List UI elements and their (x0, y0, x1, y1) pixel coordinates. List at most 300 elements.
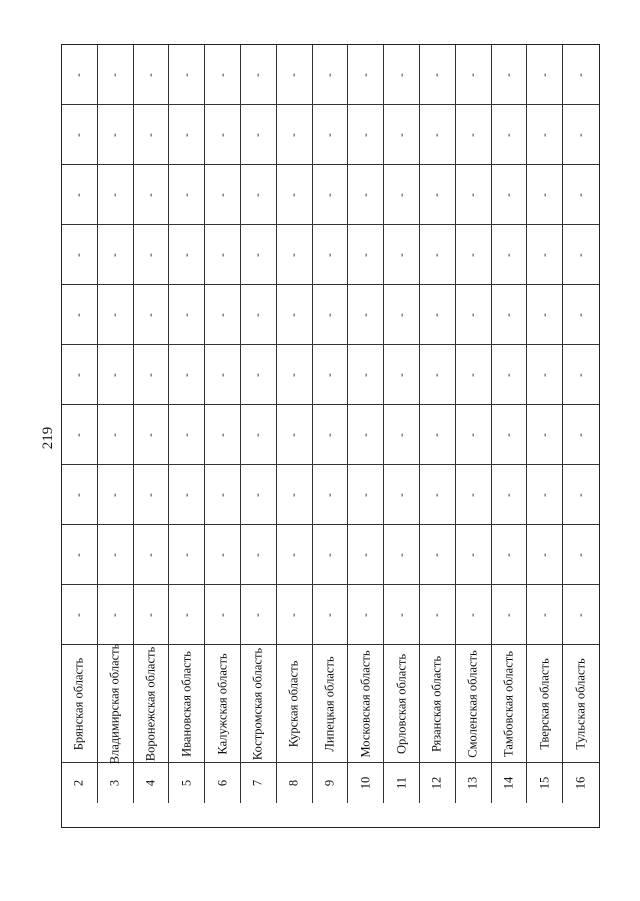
table-cell (384, 165, 420, 225)
row-number: 9 (322, 779, 337, 787)
row-number: 16 (573, 776, 588, 790)
cell-value: - (395, 192, 408, 197)
table-cell (527, 405, 563, 465)
cell-value: - (466, 132, 479, 137)
table-cell (563, 165, 599, 225)
row-number: 10 (358, 776, 373, 790)
table-cell (384, 345, 420, 405)
table-cell (313, 585, 349, 645)
row-number-cell (241, 763, 277, 803)
table-cell (313, 345, 349, 405)
cell-value: - (287, 612, 300, 617)
cell-value: - (216, 432, 229, 437)
cell-value: - (466, 372, 479, 377)
table-cell (134, 585, 170, 645)
table-cell (563, 405, 599, 465)
cell-value: - (430, 612, 443, 617)
cell-value: - (251, 552, 264, 557)
table-cell (563, 465, 599, 525)
cell-value: - (359, 432, 372, 437)
table-cell (492, 105, 528, 165)
cell-value: - (180, 252, 193, 257)
cell-value: - (72, 612, 85, 617)
region-name: Тульская область (573, 657, 588, 750)
row-number: 8 (286, 779, 301, 787)
table-cell (313, 105, 349, 165)
cell-value: - (359, 492, 372, 497)
table-cell (241, 585, 277, 645)
table-cell (134, 465, 170, 525)
table-cell (169, 405, 205, 465)
region-cell (241, 645, 277, 763)
table-cell (62, 345, 98, 405)
cell-value: - (574, 612, 587, 617)
cell-value: - (108, 552, 121, 557)
table-cell (277, 405, 313, 465)
cell-value: - (430, 252, 443, 257)
table-cell (420, 345, 456, 405)
cell-value: - (323, 192, 336, 197)
cell-value: - (72, 492, 85, 497)
table-cell (527, 525, 563, 585)
table-cell (492, 225, 528, 285)
cell-value: - (574, 252, 587, 257)
cell-value: - (395, 132, 408, 137)
table-cell (527, 345, 563, 405)
table-cell (563, 345, 599, 405)
table-cell (169, 165, 205, 225)
table-cell (456, 525, 492, 585)
row-number-cell (62, 763, 98, 803)
row-number-cell (277, 763, 313, 803)
cell-value: - (180, 432, 193, 437)
table-cell (241, 225, 277, 285)
cell-value: - (359, 372, 372, 377)
region-name: Брянская область (71, 657, 86, 750)
table-cell (205, 225, 241, 285)
cell-value: - (216, 492, 229, 497)
cell-value: - (395, 552, 408, 557)
cell-value: - (502, 372, 515, 377)
cell-value: - (108, 312, 121, 317)
cell-value: - (430, 552, 443, 557)
cell-value: - (538, 192, 551, 197)
region-name: Калужская область (215, 652, 230, 755)
cell-value: - (538, 312, 551, 317)
table-cell (492, 345, 528, 405)
row-number: 5 (179, 779, 194, 787)
cell-value: - (144, 372, 157, 377)
table-cell (527, 225, 563, 285)
region-name: Липецкая область (322, 655, 337, 752)
cell-value: - (251, 492, 264, 497)
table-cell (277, 165, 313, 225)
region-name: Тверская область (537, 657, 552, 750)
table-cell (62, 45, 98, 105)
row-number: 14 (501, 776, 516, 790)
region-cell (313, 645, 349, 763)
page-number: 219 (40, 426, 56, 450)
cell-value: - (538, 372, 551, 377)
row-number-cell (527, 763, 563, 803)
cell-value: - (180, 312, 193, 317)
table-cell (384, 585, 420, 645)
table-cell (205, 405, 241, 465)
cell-value: - (216, 252, 229, 257)
table-cell (169, 45, 205, 105)
table-cell (313, 225, 349, 285)
table-cell (456, 285, 492, 345)
region-name: Ивановская область (179, 650, 194, 757)
cell-value: - (502, 492, 515, 497)
table-cell (277, 45, 313, 105)
cell-value: - (72, 192, 85, 197)
cell-value: - (466, 192, 479, 197)
cell-value: - (430, 372, 443, 377)
table-cell (348, 405, 384, 465)
table-cell (98, 405, 134, 465)
table-cell (169, 225, 205, 285)
cell-value: - (251, 612, 264, 617)
table-cell (98, 585, 134, 645)
table-cell (563, 285, 599, 345)
table-cell (62, 165, 98, 225)
cell-value: - (395, 432, 408, 437)
cell-value: - (466, 552, 479, 557)
table-cell (563, 105, 599, 165)
cell-value: - (430, 72, 443, 77)
table-cell (492, 525, 528, 585)
cell-value: - (502, 432, 515, 437)
cell-value: - (251, 312, 264, 317)
cell-value: - (430, 132, 443, 137)
cell-value: - (108, 372, 121, 377)
cell-value: - (395, 612, 408, 617)
table-cell (348, 345, 384, 405)
table-cell (241, 105, 277, 165)
table-cell (456, 465, 492, 525)
table-cell (527, 465, 563, 525)
cell-value: - (108, 72, 121, 77)
region-name: Владимирская область (107, 643, 122, 764)
table-cell (277, 225, 313, 285)
cell-value: - (72, 72, 85, 77)
cell-value: - (323, 552, 336, 557)
region-cell (134, 645, 170, 763)
row-number: 3 (107, 779, 122, 787)
cell-value: - (574, 432, 587, 437)
cell-value: - (574, 552, 587, 557)
cell-value: - (216, 612, 229, 617)
table-cell (492, 405, 528, 465)
cell-value: - (359, 72, 372, 77)
cell-value: - (251, 432, 264, 437)
cell-value: - (108, 252, 121, 257)
cell-value: - (538, 72, 551, 77)
cell-value: - (359, 552, 372, 557)
region-cell (169, 645, 205, 763)
region-name: Смоленская область (465, 649, 480, 758)
row-number-cell (420, 763, 456, 803)
cell-value: - (430, 432, 443, 437)
table-cell (169, 585, 205, 645)
table-cell (492, 465, 528, 525)
table-cell (492, 165, 528, 225)
table-cell (420, 225, 456, 285)
table-cell (98, 165, 134, 225)
table-cell (492, 585, 528, 645)
region-cell (384, 645, 420, 763)
table-cell (420, 165, 456, 225)
cell-value: - (144, 612, 157, 617)
cell-value: - (466, 252, 479, 257)
region-cell (456, 645, 492, 763)
table-cell (241, 465, 277, 525)
table-cell (241, 45, 277, 105)
cell-value: - (395, 372, 408, 377)
table-cell (313, 165, 349, 225)
table-cell (62, 525, 98, 585)
table-cell (169, 105, 205, 165)
cell-value: - (502, 612, 515, 617)
table-cell (384, 225, 420, 285)
region-cell (348, 645, 384, 763)
cell-value: - (574, 312, 587, 317)
region-name: Московская область (358, 649, 373, 758)
table-cell (420, 405, 456, 465)
cell-value: - (538, 492, 551, 497)
row-number: 7 (250, 779, 265, 787)
cell-value: - (216, 312, 229, 317)
table-cell (62, 105, 98, 165)
table-cell (384, 285, 420, 345)
table-cell (134, 345, 170, 405)
table-cell (205, 285, 241, 345)
cell-value: - (323, 132, 336, 137)
cell-value: - (395, 252, 408, 257)
cell-value: - (502, 72, 515, 77)
row-number: 15 (537, 776, 552, 790)
cell-value: - (359, 252, 372, 257)
table-cell (420, 45, 456, 105)
cell-value: - (466, 612, 479, 617)
cell-value: - (430, 492, 443, 497)
region-cell (527, 645, 563, 763)
cell-value: - (180, 492, 193, 497)
table-cell (348, 465, 384, 525)
row-number-cell (492, 763, 528, 803)
cell-value: - (72, 312, 85, 317)
cell-value: - (287, 552, 300, 557)
table-cell (313, 45, 349, 105)
table-cell (241, 525, 277, 585)
cell-value: - (323, 492, 336, 497)
cell-value: - (72, 372, 85, 377)
region-cell (277, 645, 313, 763)
table-cell (277, 105, 313, 165)
cell-value: - (72, 432, 85, 437)
cell-value: - (144, 492, 157, 497)
table-cell (62, 405, 98, 465)
cell-value: - (466, 72, 479, 77)
cell-value: - (144, 72, 157, 77)
table-cell (456, 165, 492, 225)
cell-value: - (287, 72, 300, 77)
cell-value: - (251, 72, 264, 77)
region-name: Тамбовская область (501, 650, 516, 757)
table-cell (456, 45, 492, 105)
cell-value: - (144, 552, 157, 557)
table-cell (241, 345, 277, 405)
row-number: 12 (429, 776, 444, 790)
table-cell (205, 45, 241, 105)
table-cell (98, 105, 134, 165)
cell-value: - (144, 132, 157, 137)
cell-value: - (502, 252, 515, 257)
table-cell (492, 285, 528, 345)
table-cell (348, 225, 384, 285)
cell-value: - (216, 552, 229, 557)
table-cell (277, 585, 313, 645)
cell-value: - (538, 252, 551, 257)
row-number-cell (134, 763, 170, 803)
table-cell (98, 345, 134, 405)
row-number-cell (456, 763, 492, 803)
cell-value: - (323, 372, 336, 377)
cell-value: - (323, 432, 336, 437)
table-cell (134, 165, 170, 225)
table-cell (98, 525, 134, 585)
cell-value: - (180, 132, 193, 137)
table-cell (384, 525, 420, 585)
cell-value: - (359, 612, 372, 617)
cell-value: - (538, 552, 551, 557)
table-cell (348, 45, 384, 105)
table-cell (134, 405, 170, 465)
table-cell (384, 405, 420, 465)
table-cell (492, 45, 528, 105)
row-number: 2 (71, 779, 86, 787)
table-cell (134, 525, 170, 585)
cell-value: - (323, 252, 336, 257)
table-cell (169, 465, 205, 525)
cell-value: - (251, 192, 264, 197)
cell-value: - (72, 132, 85, 137)
cell-value: - (287, 312, 300, 317)
cell-value: - (216, 72, 229, 77)
cell-value: - (108, 612, 121, 617)
region-name: Курская область (286, 660, 301, 747)
table-cell (313, 465, 349, 525)
row-number: 11 (394, 776, 409, 790)
cell-value: - (574, 492, 587, 497)
cell-value: - (574, 192, 587, 197)
cell-value: - (574, 132, 587, 137)
cell-value: - (466, 432, 479, 437)
table-cell (277, 465, 313, 525)
table-cell (241, 165, 277, 225)
cell-value: - (538, 612, 551, 617)
table-cell (205, 165, 241, 225)
cell-value: - (502, 192, 515, 197)
table-cell (98, 465, 134, 525)
row-number-cell (313, 763, 349, 803)
cell-value: - (144, 432, 157, 437)
cell-value: - (395, 72, 408, 77)
table-cell (98, 225, 134, 285)
table-cell (527, 105, 563, 165)
table-cell (527, 165, 563, 225)
cell-value: - (72, 552, 85, 557)
cell-value: - (395, 492, 408, 497)
cell-value: - (287, 252, 300, 257)
cell-value: - (395, 312, 408, 317)
cell-value: - (144, 312, 157, 317)
table-cell (456, 105, 492, 165)
table-cell (134, 225, 170, 285)
cell-value: - (538, 132, 551, 137)
table-cell (527, 45, 563, 105)
cell-value: - (359, 132, 372, 137)
table-cell (205, 585, 241, 645)
cell-value: - (216, 192, 229, 197)
region-name: Орловская область (394, 653, 409, 754)
table-cell (527, 585, 563, 645)
cell-value: - (323, 72, 336, 77)
table-cell (313, 405, 349, 465)
row-number-cell (348, 763, 384, 803)
cell-value: - (502, 312, 515, 317)
row-number: 6 (215, 779, 230, 787)
cell-value: - (359, 192, 372, 197)
table-cell (62, 225, 98, 285)
row-number-cell (169, 763, 205, 803)
table-cell (563, 585, 599, 645)
row-number-cell (384, 763, 420, 803)
row-number: 13 (465, 776, 480, 790)
cell-value: - (287, 192, 300, 197)
table-cell (277, 345, 313, 405)
cell-value: - (180, 72, 193, 77)
cell-value: - (287, 372, 300, 377)
cell-value: - (180, 192, 193, 197)
table-cell (348, 105, 384, 165)
table-cell (169, 345, 205, 405)
cell-value: - (108, 192, 121, 197)
cell-value: - (108, 492, 121, 497)
region-cell (62, 645, 98, 763)
table-cell (420, 105, 456, 165)
table-cell (348, 525, 384, 585)
cell-value: - (430, 192, 443, 197)
table-cell (348, 285, 384, 345)
cell-value: - (251, 132, 264, 137)
table-cell (348, 165, 384, 225)
table-cell (420, 525, 456, 585)
table-cell (420, 285, 456, 345)
table-cell (277, 525, 313, 585)
row-number-cell (205, 763, 241, 803)
table-cell (205, 345, 241, 405)
table-cell (456, 225, 492, 285)
cell-value: - (216, 372, 229, 377)
table-cell (62, 465, 98, 525)
region-cell (420, 645, 456, 763)
region-cell (205, 645, 241, 763)
table-cell (456, 405, 492, 465)
table-cell (527, 285, 563, 345)
cell-value: - (323, 612, 336, 617)
